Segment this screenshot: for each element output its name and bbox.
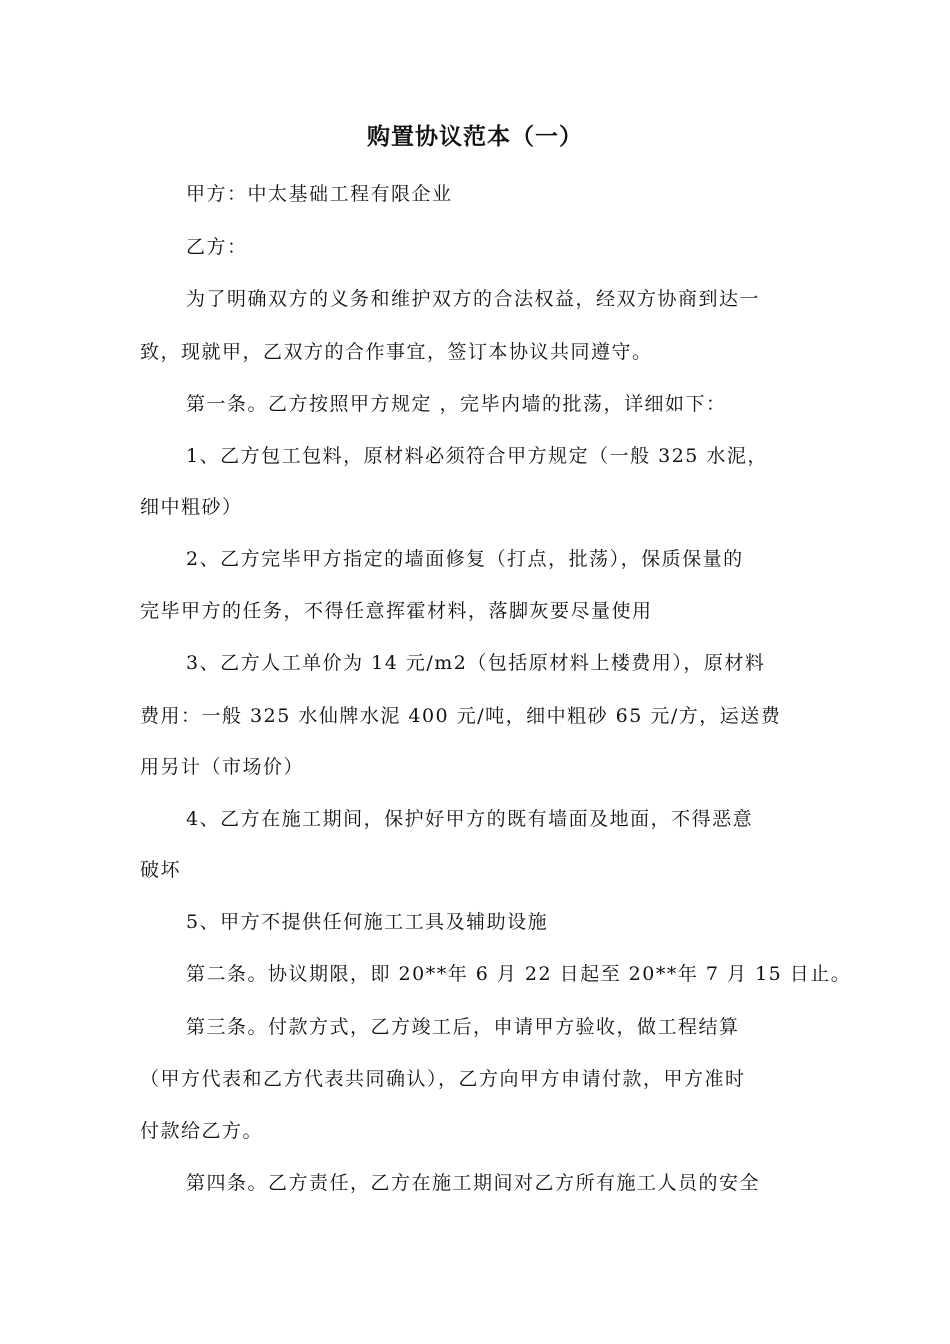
paragraph-line: 为了明确双方的义务和维护双方的合法权益，经双方协商到达一 bbox=[186, 288, 761, 310]
paragraph-line: 破坏 bbox=[140, 859, 182, 881]
paragraph-line: 第四条。乙方责任，乙方在施工期间对乙方所有施工人员的安全 bbox=[186, 1172, 761, 1194]
party-a-line: 甲方：中太基础工程有限企业 bbox=[186, 183, 453, 205]
paragraph-line: 1、乙方包工包料，原材料必须符合甲方规定（一般 325 水泥， bbox=[186, 445, 768, 467]
paragraph-line: 细中粗砂） bbox=[140, 496, 243, 518]
paragraph-line: 4、乙方在施工期间，保护好甲方的既有墙面及地面，不得恶意 bbox=[186, 808, 754, 830]
paragraph-line: 第二条。协议期限，即 20**年 6 月 22 日起至 20**年 7 月 15 日止。 bbox=[186, 963, 852, 985]
paragraph-line: 完毕甲方的任务，不得任意挥霍材料，落脚灰要尽量使用 bbox=[140, 600, 653, 622]
paragraph-line: （甲方代表和乙方代表共同确认），乙方向甲方申请付款，甲方准时 bbox=[140, 1068, 746, 1090]
paragraph-line: 3、乙方人工单价为 14 元/m2（包括原材料上楼费用），原材料 bbox=[186, 652, 766, 674]
paragraph-line: 第一条。乙方按照甲方规定 ，完毕内墙的批荡，详细如下： bbox=[186, 393, 727, 415]
party-b-line: 乙方： bbox=[186, 236, 248, 258]
paragraph-line: 用另计（市场价） bbox=[140, 756, 305, 778]
paragraph-line: 第三条。付款方式，乙方竣工后，申请甲方验收，做工程结算 bbox=[186, 1016, 740, 1038]
paragraph-line: 费用：一般 325 水仙牌水泥 400 元/吨，细中粗砂 65 元/方，运送费 bbox=[140, 705, 782, 727]
paragraph-line: 付款给乙方。 bbox=[140, 1120, 264, 1142]
paragraph-line: 致，现就甲，乙双方的合作事宜，签订本协议共同遵守。 bbox=[140, 341, 653, 363]
paragraph-line: 2、乙方完毕甲方指定的墙面修复（打点，批荡），保质保量的 bbox=[186, 548, 744, 570]
paragraph-line: 5、甲方不提供任何施工工具及辅助设施 bbox=[186, 911, 549, 933]
document-title: 购置协议范本（一） bbox=[367, 124, 583, 150]
